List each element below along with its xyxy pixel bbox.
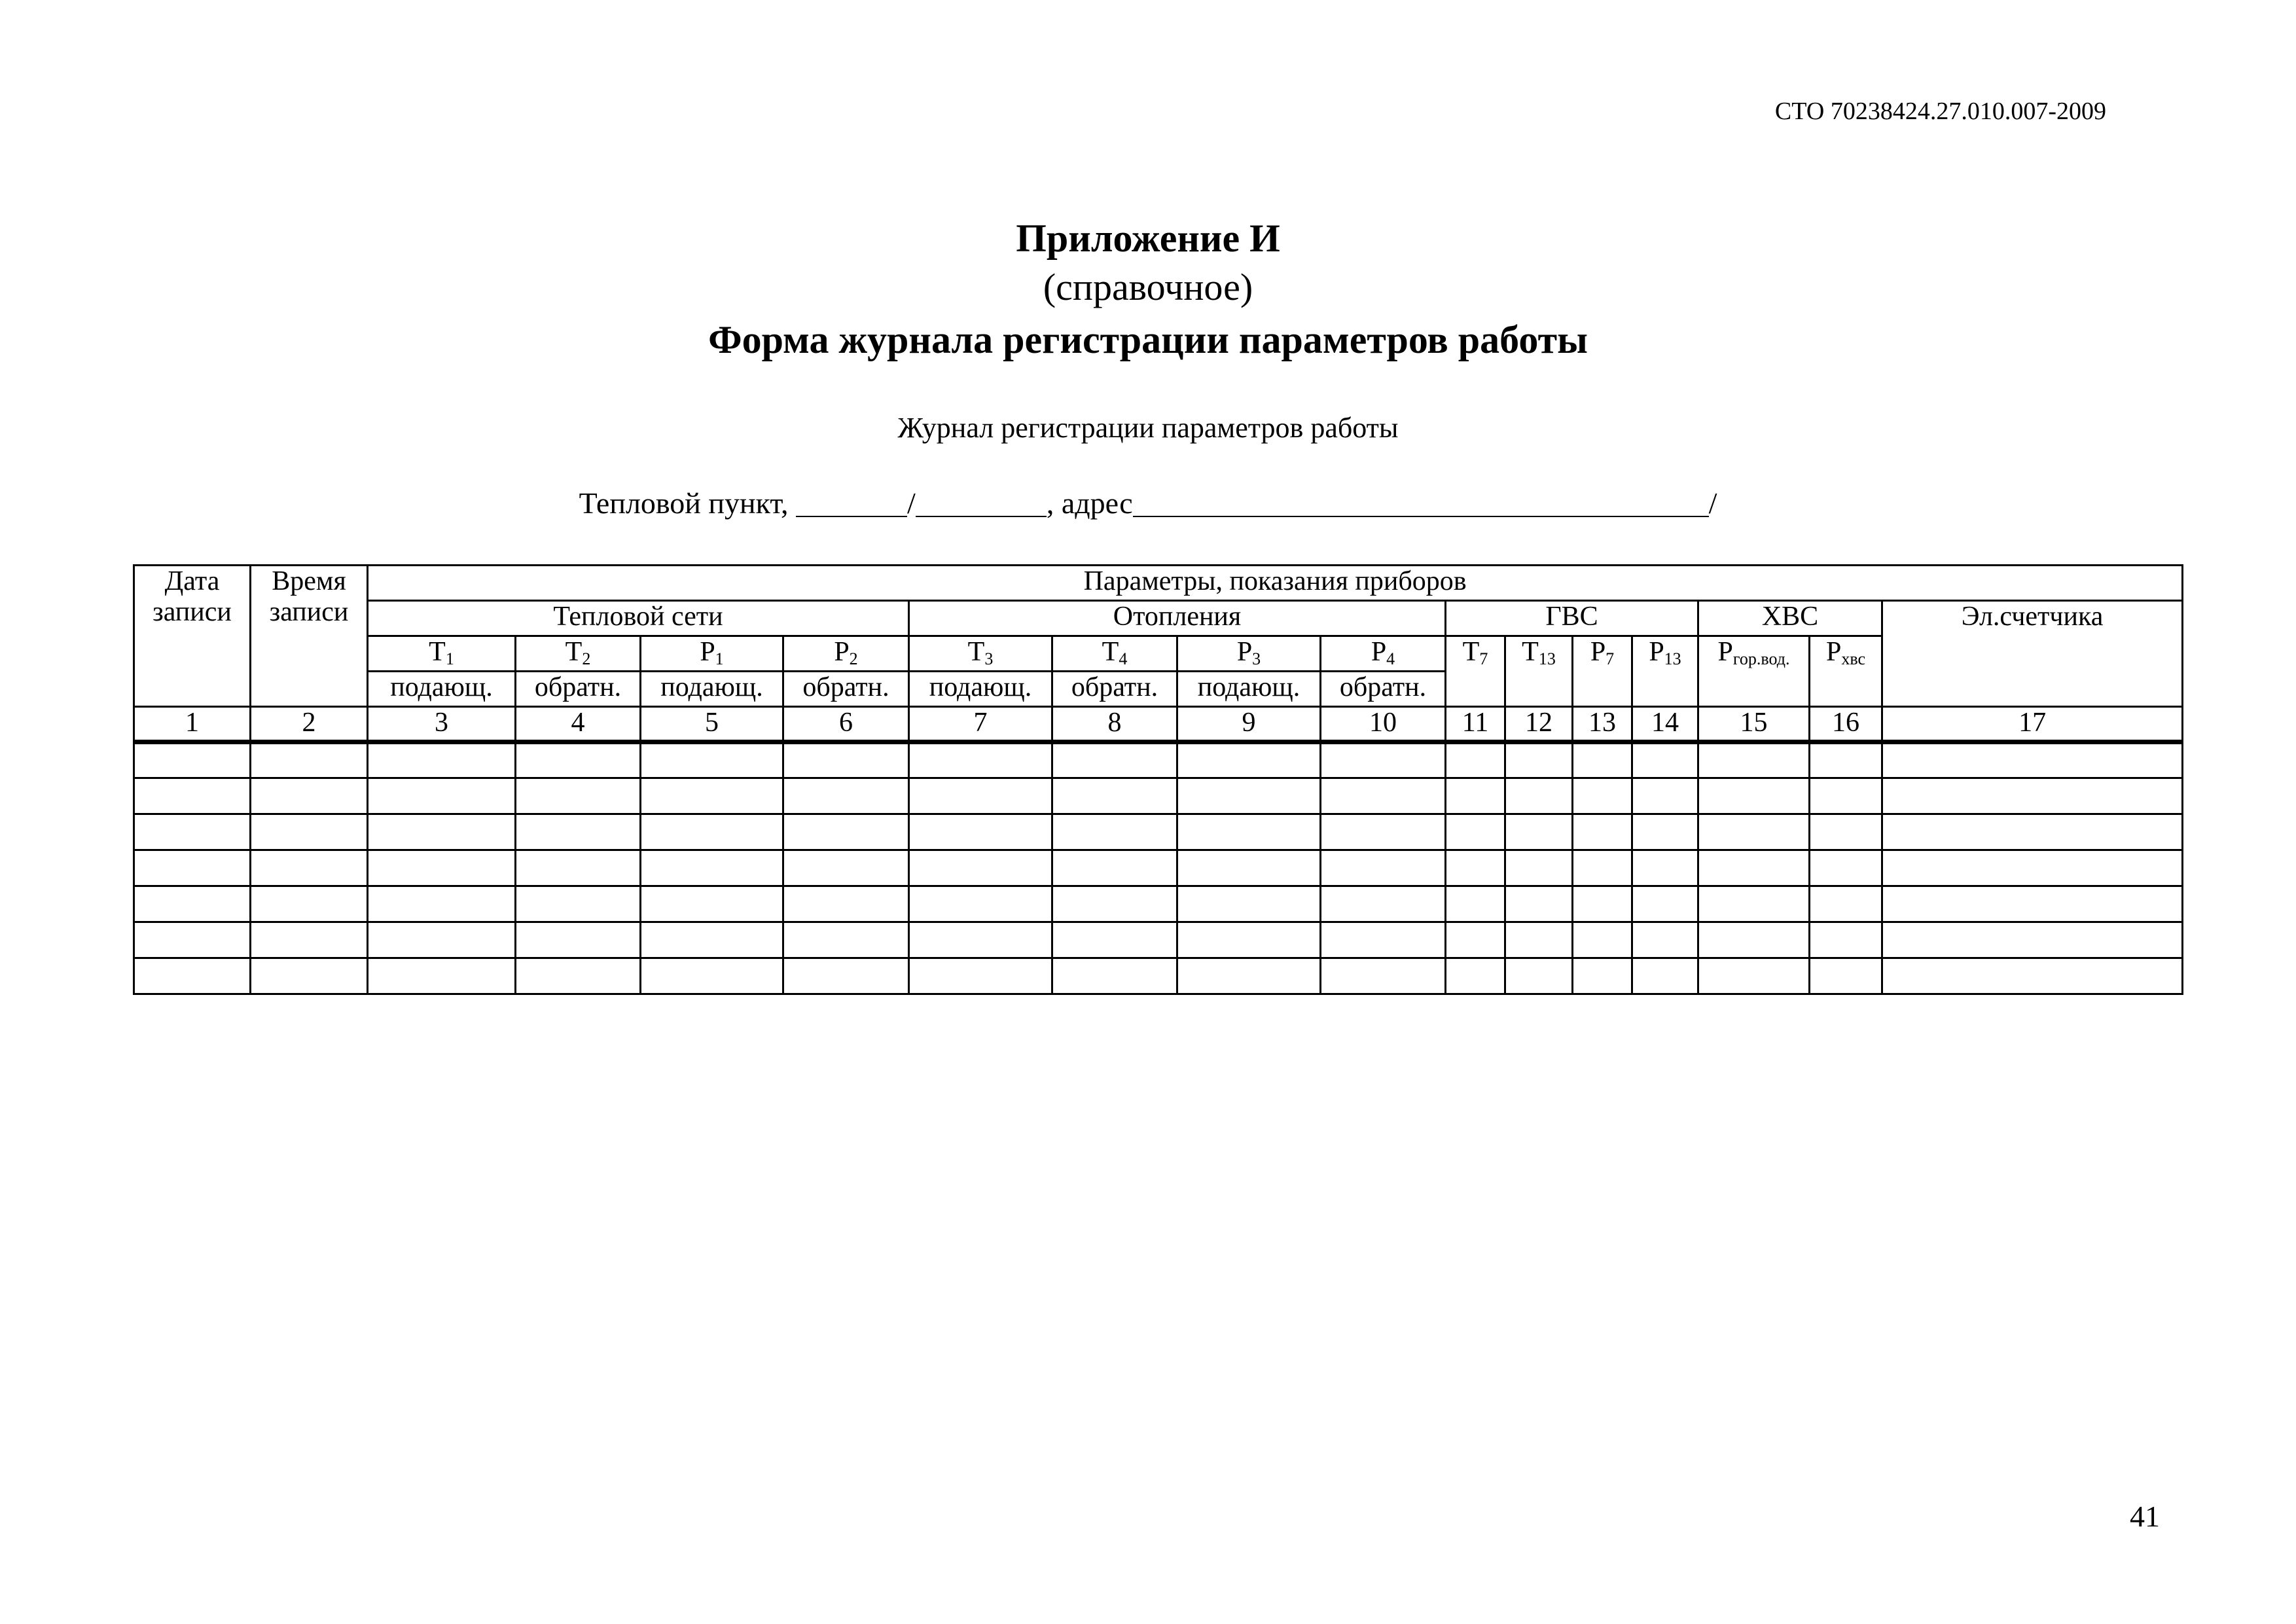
param-p7: $Р_7$ — [1573, 636, 1632, 707]
group-heating: Отопления — [909, 601, 1446, 636]
entry-cell[interactable] — [134, 778, 251, 814]
entry-cell[interactable] — [1052, 958, 1177, 994]
param-p-hvs: $Р_{хвс}$ — [1810, 636, 1882, 707]
column-number: 5 — [641, 707, 783, 742]
entry-cell[interactable] — [1573, 850, 1632, 886]
param-p-gor-vod: $Р_{гор.вод.}$ — [1698, 636, 1810, 707]
journal-body — [134, 742, 2183, 994]
entry-cell[interactable] — [1573, 814, 1632, 850]
param-t2: $Т_2$ — [516, 636, 641, 672]
entry-cell[interactable] — [1882, 886, 2183, 922]
entry-cell[interactable] — [1810, 922, 1882, 958]
column-number: 6 — [783, 707, 909, 742]
entry-cell[interactable] — [516, 742, 641, 778]
entry-cell[interactable] — [1321, 886, 1446, 922]
date-header: Дата записи — [134, 566, 251, 707]
entry-cell[interactable] — [1810, 814, 1882, 850]
entry-cell[interactable] — [1632, 958, 1698, 994]
entry-cell[interactable] — [909, 886, 1052, 922]
entry-cell[interactable] — [1505, 958, 1573, 994]
entry-cell[interactable] — [1446, 958, 1505, 994]
address-end: / — [1708, 486, 1717, 520]
flow-return: обратн. — [516, 672, 641, 707]
entry-cell[interactable] — [783, 814, 909, 850]
flow-supply: подающ. — [1177, 672, 1321, 707]
param-p1: $Р_1$ — [641, 636, 783, 672]
address-blank[interactable] — [1133, 487, 1709, 517]
entry-cell[interactable] — [1882, 958, 2183, 994]
heat-point-line — [0, 486, 2296, 520]
flow-supply: подающ. — [368, 672, 516, 707]
entry-cell[interactable] — [1573, 778, 1632, 814]
entry-cell[interactable] — [251, 922, 368, 958]
entry-cell[interactable] — [134, 850, 251, 886]
entry-cell[interactable] — [251, 886, 368, 922]
entry-cell[interactable] — [1321, 814, 1446, 850]
entry-cell[interactable] — [783, 742, 909, 778]
entry-cell[interactable] — [1177, 778, 1321, 814]
column-number: 15 — [1698, 707, 1810, 742]
column-number: 1 — [134, 707, 251, 742]
address-label: , адрес — [1046, 486, 1133, 520]
flow-return: обратн. — [1321, 672, 1446, 707]
time-header: Время записи — [251, 566, 368, 707]
entry-cell[interactable] — [1505, 850, 1573, 886]
entry-cell[interactable] — [1698, 742, 1810, 778]
entry-cell[interactable] — [1177, 850, 1321, 886]
table-row — [134, 778, 2183, 814]
entry-cell[interactable] — [1052, 886, 1177, 922]
entry-cell[interactable] — [783, 886, 909, 922]
param-p4: $Р_4$ — [1321, 636, 1446, 672]
entry-cell[interactable] — [1882, 922, 2183, 958]
table-row — [134, 850, 2183, 886]
entry-cell[interactable] — [134, 922, 251, 958]
journal-table — [133, 564, 2183, 995]
appendix-title: Приложение И — [1016, 217, 1280, 260]
entry-cell[interactable] — [1446, 778, 1505, 814]
param-t13: $Т_{13}$ — [1505, 636, 1573, 707]
entry-cell[interactable] — [909, 778, 1052, 814]
entry-cell[interactable] — [1505, 778, 1573, 814]
entry-cell[interactable] — [251, 814, 368, 850]
entry-cell[interactable] — [1177, 958, 1321, 994]
entry-cell[interactable] — [1698, 922, 1810, 958]
param-p3: $Р_3$ — [1177, 636, 1321, 672]
entry-cell[interactable] — [1810, 850, 1882, 886]
entry-cell[interactable] — [368, 886, 516, 922]
entry-cell[interactable] — [1177, 742, 1321, 778]
column-number: 7 — [909, 707, 1052, 742]
entry-cell[interactable] — [1632, 922, 1698, 958]
entry-cell[interactable] — [516, 814, 641, 850]
entry-cell[interactable] — [1810, 778, 1882, 814]
entry-cell[interactable] — [1632, 742, 1698, 778]
entry-cell[interactable] — [1321, 958, 1446, 994]
entry-cell[interactable] — [368, 814, 516, 850]
column-number: 4 — [516, 707, 641, 742]
entry-cell[interactable] — [368, 922, 516, 958]
appendix-subtitle: (справочное) — [1043, 266, 1253, 308]
entry-cell[interactable] — [516, 922, 641, 958]
entry-cell[interactable] — [641, 922, 783, 958]
entry-cell[interactable] — [368, 958, 516, 994]
entry-cell[interactable] — [1446, 742, 1505, 778]
entry-cell[interactable] — [1446, 814, 1505, 850]
column-number: 16 — [1810, 707, 1882, 742]
param-t4: $Т_4$ — [1052, 636, 1177, 672]
table-row — [134, 958, 2183, 994]
param-t7: $Т_7$ — [1446, 636, 1505, 707]
entry-cell[interactable] — [1698, 886, 1810, 922]
entry-cell[interactable] — [1446, 850, 1505, 886]
table-row — [134, 922, 2183, 958]
column-number: 14 — [1632, 707, 1698, 742]
entry-cell[interactable] — [1810, 958, 1882, 994]
entry-cell[interactable] — [368, 742, 516, 778]
entry-cell[interactable] — [1632, 850, 1698, 886]
params-header: Параметры, показания приборов — [368, 566, 2183, 601]
entry-cell[interactable] — [1573, 742, 1632, 778]
flow-return: обратн. — [1052, 672, 1177, 707]
entry-cell[interactable] — [1505, 922, 1573, 958]
entry-cell[interactable] — [1446, 922, 1505, 958]
table-row — [134, 742, 2183, 778]
entry-cell[interactable] — [1505, 742, 1573, 778]
entry-cell[interactable] — [251, 958, 368, 994]
column-number: 8 — [1052, 707, 1177, 742]
form-title: Форма журнала регистрации параметров работы — [708, 318, 1588, 361]
entry-cell[interactable] — [1052, 814, 1177, 850]
entry-cell[interactable] — [909, 742, 1052, 778]
entry-cell[interactable] — [1321, 778, 1446, 814]
entry-cell[interactable] — [1505, 886, 1573, 922]
column-number: 3 — [368, 707, 516, 742]
entry-cell[interactable] — [1573, 922, 1632, 958]
entry-cell[interactable] — [909, 814, 1052, 850]
entry-cell[interactable] — [641, 814, 783, 850]
column-number: 10 — [1321, 707, 1446, 742]
entry-cell[interactable] — [909, 850, 1052, 886]
entry-cell[interactable] — [641, 778, 783, 814]
entry-cell[interactable] — [1321, 922, 1446, 958]
column-number: 13 — [1573, 707, 1632, 742]
table-row — [134, 886, 2183, 922]
entry-cell[interactable] — [1573, 958, 1632, 994]
entry-cell[interactable] — [134, 958, 251, 994]
table-row — [134, 814, 2183, 850]
column-number: 12 — [1505, 707, 1573, 742]
column-number-row — [134, 707, 2183, 742]
entry-cell[interactable] — [251, 778, 368, 814]
entry-cell[interactable] — [1698, 814, 1810, 850]
column-number: 2 — [251, 707, 368, 742]
flow-supply: подающ. — [641, 672, 783, 707]
entry-cell[interactable] — [1052, 922, 1177, 958]
entry-cell[interactable] — [641, 850, 783, 886]
column-number: 9 — [1177, 707, 1321, 742]
entry-cell[interactable] — [783, 958, 909, 994]
entry-cell[interactable] — [1698, 778, 1810, 814]
entry-cell[interactable] — [134, 814, 251, 850]
group-cws: ХВС — [1698, 601, 1882, 636]
heat-point-blank-2[interactable] — [916, 487, 1047, 517]
entry-cell[interactable] — [1446, 886, 1505, 922]
entry-cell[interactable] — [1177, 886, 1321, 922]
entry-cell[interactable] — [1632, 886, 1698, 922]
heat-point-separator: / — [907, 486, 916, 520]
column-number: 11 — [1446, 707, 1505, 742]
entry-cell[interactable] — [1321, 850, 1446, 886]
flow-supply: подающ. — [909, 672, 1052, 707]
param-p13: $Р_{13}$ — [1632, 636, 1698, 707]
entry-cell[interactable] — [1810, 742, 1882, 778]
entry-cell[interactable] — [783, 850, 909, 886]
flow-return: обратн. — [783, 672, 909, 707]
entry-cell[interactable] — [516, 850, 641, 886]
heat-point-label: Тепловой пункт, — [579, 486, 789, 520]
entry-cell[interactable] — [1177, 814, 1321, 850]
entry-cell[interactable] — [1321, 742, 1446, 778]
entry-cell[interactable] — [1052, 742, 1177, 778]
entry-cell[interactable] — [516, 886, 641, 922]
entry-cell[interactable] — [1698, 850, 1810, 886]
entry-cell[interactable] — [1505, 814, 1573, 850]
entry-cell[interactable] — [641, 886, 783, 922]
entry-cell[interactable] — [783, 778, 909, 814]
param-t1: $Т_1$ — [368, 636, 516, 672]
entry-cell[interactable] — [1882, 850, 2183, 886]
entry-cell[interactable] — [1177, 922, 1321, 958]
entry-cell[interactable] — [641, 742, 783, 778]
document-code: СТО 70238424.27.010.007-2009 — [1774, 98, 2106, 125]
entry-cell[interactable] — [1052, 778, 1177, 814]
entry-cell[interactable] — [516, 778, 641, 814]
param-p2: $Р_2$ — [783, 636, 909, 672]
entry-cell[interactable] — [1632, 814, 1698, 850]
entry-cell[interactable] — [1052, 850, 1177, 886]
entry-cell[interactable] — [1882, 742, 2183, 778]
entry-cell[interactable] — [909, 922, 1052, 958]
heat-point-blank-1[interactable] — [796, 487, 907, 517]
page-number: 41 — [2130, 1500, 2160, 1533]
entry-cell[interactable] — [909, 958, 1052, 994]
column-number: 17 — [1882, 707, 2183, 742]
entry-cell[interactable] — [1632, 778, 1698, 814]
entry-cell[interactable] — [134, 742, 251, 778]
group-el-meter: Эл.счетчика — [1882, 601, 2183, 707]
entry-cell[interactable] — [1882, 814, 2183, 850]
entry-cell[interactable] — [251, 850, 368, 886]
journal-title: Журнал регистрации параметров работы — [897, 412, 1399, 444]
param-t3: $Т_3$ — [909, 636, 1052, 672]
entry-cell[interactable] — [134, 886, 251, 922]
entry-cell[interactable] — [783, 922, 909, 958]
entry-cell[interactable] — [516, 958, 641, 994]
entry-cell[interactable] — [1810, 886, 1882, 922]
entry-cell[interactable] — [641, 958, 783, 994]
entry-cell[interactable] — [368, 850, 516, 886]
entry-cell[interactable] — [1698, 958, 1810, 994]
entry-cell[interactable] — [251, 742, 368, 778]
entry-cell[interactable] — [1573, 886, 1632, 922]
group-hws: ГВС — [1446, 601, 1698, 636]
group-heat-network: Тепловой сети — [368, 601, 909, 636]
entry-cell[interactable] — [368, 778, 516, 814]
entry-cell[interactable] — [1882, 778, 2183, 814]
